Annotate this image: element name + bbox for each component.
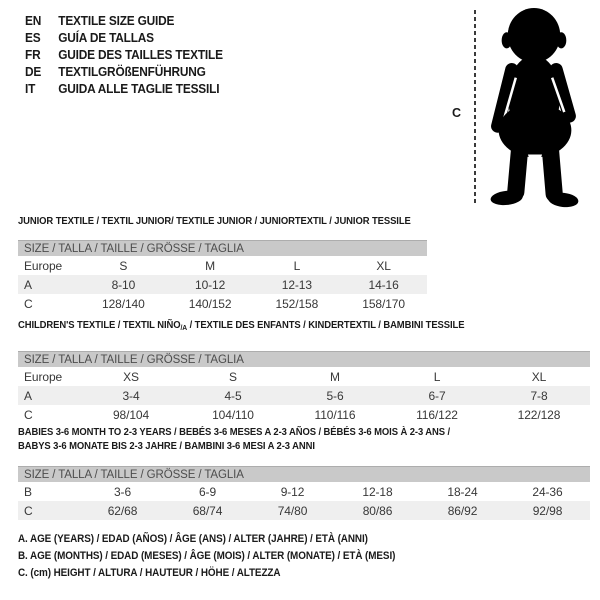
size-header-bar: SIZE / TALLA / TAILLE / GRÖSSE / TAGLIA [18, 351, 590, 367]
language-title: GUÍA DE TALLAS [58, 31, 154, 45]
language-code: ES [25, 31, 41, 45]
height-measure-label: C [452, 106, 462, 120]
row-label: Europe [24, 369, 63, 384]
language-title: TEXTILGRÖßENFÜHRUNG [58, 65, 206, 79]
table-cell: 116/122 [416, 407, 458, 422]
table-cell: 12-13 [281, 277, 312, 292]
table-cell: 7-8 [530, 388, 548, 403]
table-cell: 68/74 [192, 503, 223, 518]
language-title: GUIDE DES TAILLES TEXTILE [58, 48, 223, 62]
table-cell: 12-18 [362, 484, 393, 499]
language-title-list [25, 13, 223, 98]
table-cell: L [433, 369, 441, 384]
table-cell: 24-36 [532, 484, 563, 499]
table-cell: 122/128 [517, 407, 561, 422]
table-cell: 6-7 [428, 388, 446, 403]
table-cell: 9-12 [280, 484, 305, 499]
children-title-subscript: /A [180, 323, 188, 332]
table-cell: XS [123, 369, 139, 384]
table-cell: 14-16 [368, 277, 399, 292]
table-cell: 128/140 [102, 296, 145, 311]
table-cell: XL [531, 369, 547, 384]
row-label: C [24, 503, 33, 518]
table-row [18, 294, 427, 313]
language-code: FR [25, 48, 41, 62]
table-cell: S [229, 369, 237, 384]
table-cell: XL [376, 258, 391, 273]
table-cell: 140/152 [188, 296, 232, 311]
table-cell: 110/116 [314, 407, 356, 422]
table-cell: 10-12 [195, 277, 226, 292]
babies-size-table [18, 482, 590, 520]
language-row [25, 81, 223, 98]
table-cell: 86/92 [447, 503, 478, 518]
language-row [25, 47, 223, 64]
row-label: A [24, 277, 32, 292]
children-title-prefix: CHILDREN'S TEXTILE / TEXTIL NIÑO [18, 319, 181, 331]
table-cell: 62/68 [107, 503, 138, 518]
table-cell: 92/98 [532, 503, 563, 518]
table-row [18, 386, 590, 405]
size-header-bar: SIZE / TALLA / TAILLE / GRÖSSE / TAGLIA [18, 466, 590, 482]
table-row [18, 501, 590, 520]
row-label: C [24, 407, 33, 422]
babies-table-section [18, 425, 590, 520]
table-cell: 152/158 [275, 296, 319, 311]
children-title-suffix: / TEXTILE DES ENFANTS / KINDERTEXTIL / BAMBINI TESSILE [187, 319, 465, 331]
language-row [25, 30, 223, 47]
language-code: EN [25, 14, 42, 28]
junior-size-table [18, 256, 427, 313]
children-table-section [18, 319, 590, 424]
table-row [18, 482, 590, 501]
table-cell: 4-5 [224, 388, 242, 403]
table-cell: 74/80 [277, 503, 308, 518]
toddler-silhouette-icon [479, 7, 593, 209]
size-header-bar: SIZE / TALLA / TAILLE / GRÖSSE / TAGLIA [18, 240, 427, 256]
babies-title-line1: BABIES 3-6 MONTH TO 2-3 YEARS / BEBÉS 3-6 MESES A 2-3 AÑOS / BÉBÉS 3-6 MOIS À 2-3 ANS / [18, 426, 451, 438]
language-title: TEXTILE SIZE GUIDE [58, 14, 175, 28]
table-cell: 8-10 [111, 277, 136, 292]
table-row [18, 367, 590, 386]
table-cell: 3-6 [113, 484, 132, 499]
table-cell: L [293, 258, 301, 273]
table-cell: 80/86 [362, 503, 393, 518]
table-cell: 3-4 [122, 388, 140, 403]
table-cell: 98/104 [112, 407, 150, 422]
row-label: B [24, 484, 32, 499]
height-measure-dashed-line [474, 10, 476, 206]
footnote-b: B. AGE (MONTHS) / EDAD (MESES) / ÂGE (MOIS) / ALTER (MONATE) / ETÀ (MESI) [18, 550, 396, 562]
babies-table-title [18, 425, 590, 453]
row-label: A [24, 388, 32, 403]
children-table-title [18, 319, 533, 334]
table-row [18, 405, 590, 424]
language-code: DE [25, 65, 42, 79]
table-cell: M [205, 258, 216, 273]
table-row [18, 275, 427, 294]
footnote-legend [18, 531, 437, 582]
language-code: IT [25, 82, 36, 96]
table-row [18, 256, 427, 275]
language-row [25, 64, 223, 81]
junior-table-section [18, 215, 427, 313]
table-cell: 104/110 [212, 407, 254, 422]
row-label: Europe [24, 258, 63, 273]
babies-title-line2: BABYS 3-6 MONATE BIS 2-3 JAHRE / BAMBINI 3-6 MESI A 2-3 ANNI [18, 440, 315, 452]
table-cell: S [119, 258, 128, 273]
footnote-a: A. AGE (YEARS) / EDAD (AÑOS) / ÂGE (ANS) / ALTER (JAHRE) / ETÀ (ANNI) [18, 533, 368, 545]
table-cell: 6-9 [198, 484, 217, 499]
junior-table-title: JUNIOR TEXTILE / TEXTIL JUNIOR/ TEXTILE JUNIOR / JUNIORTEXTIL / JUNIOR TESSILE [18, 215, 411, 227]
language-row [25, 13, 223, 30]
table-cell: 158/170 [362, 296, 405, 311]
row-label: C [24, 296, 33, 311]
table-cell: M [330, 369, 340, 384]
table-cell: 18-24 [447, 484, 478, 499]
footnote-c: C. (cm) HEIGHT / ALTURA / HAUTEUR / HÖHE / ALTEZZA [18, 567, 281, 579]
language-title: GUIDA ALLE TAGLIE TESSILI [58, 82, 220, 96]
children-size-table [18, 367, 590, 424]
table-cell: 5-6 [326, 388, 344, 403]
